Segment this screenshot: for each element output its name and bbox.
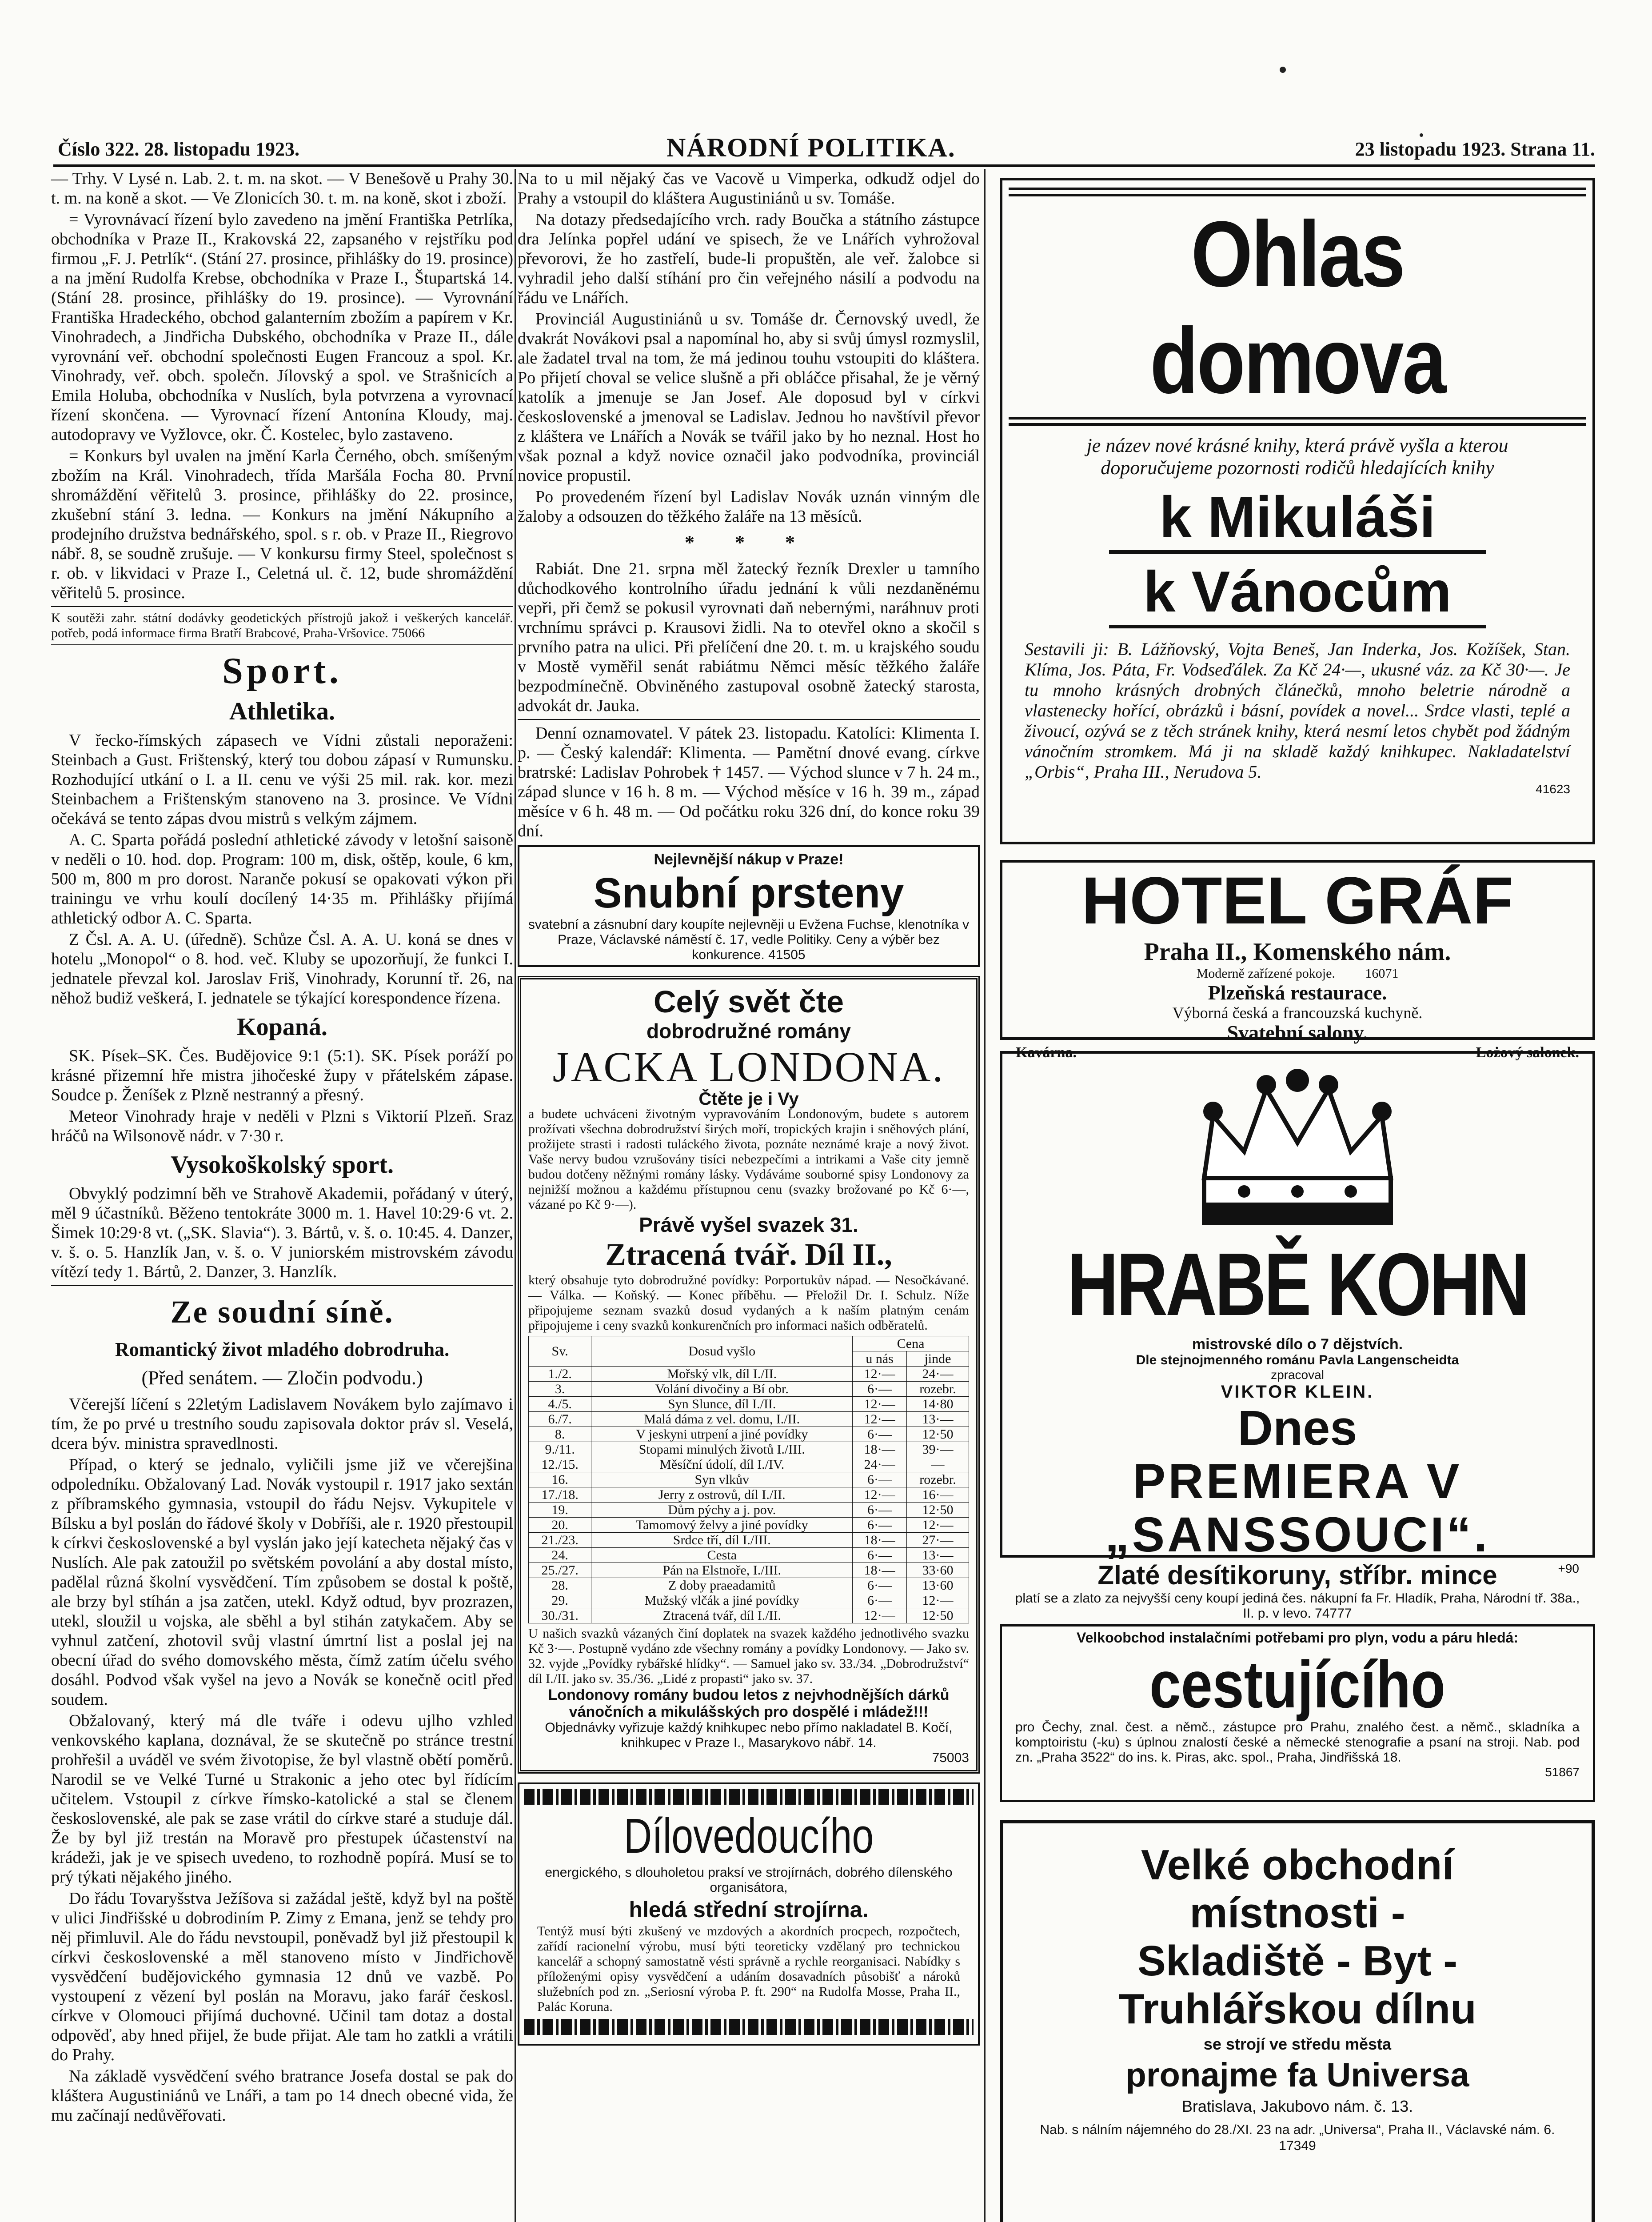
ring-ad [518, 845, 980, 967]
table-cell: 6·— [853, 1593, 907, 1608]
table-row [529, 1548, 969, 1563]
table-cell: 12·50 [906, 1503, 969, 1518]
universa-line: místnosti - [1189, 1889, 1405, 1937]
kohn-code: +90 [1558, 1562, 1579, 1575]
soud-paragraph: Do řádu Tovaryšstva Ježíšova si zažádal ještě, když byl na poště v ulici Jindřišské u dobrodiním P. Zimy z Emana, jenž se tehdy pro něj přimluvil. Ale do řádu nevstoupil, poněvadž byl již přestoupil k církvi československé a měl stanoveno místo v Jindřichově vysvědčení budějovického gymnasia 12 dnů ve vazbě. Po vystoupení z vězení byl poslán na Moravu, jako farář českosl. církve v Olomouci přijímá duchovné. Učinil tam dotaz a dostal odpověď, aby hned přijel, že bude přijat. Ale tam ho zatkli a vrátili do Prahy. [51, 1889, 513, 2064]
left-column [51, 169, 513, 2127]
section-title-kopana: Kopaná. [237, 1013, 327, 1041]
mince-title: Zlaté desítikoruny, stříbr. mince [1097, 1560, 1497, 1590]
newspaper-title: NÁRODNÍ POLITIKA. [666, 133, 956, 162]
table-cell: 18·— [853, 1533, 907, 1548]
soud-paragraph: Včerejší líčení s 22letým Ladislavem Novákem bylo zajímavo i tím, že po prvé u trestního soudu zapisovala doktor práv sl. Veselá, dcera býv. ministra spravedlnosti. [51, 1395, 513, 1453]
universa-offer: Nab. s nálním nájemného do 28./XI. 23 na adr. „Universa“, Praha II., Václavské nám. 6. 17349 [1040, 2122, 1555, 2153]
london-ad-new: Právě vyšel svazek 31. [639, 1213, 858, 1236]
rabiat-text: Rabiát. Dne 21. srpna měl žatecký řezník Drexler u tamního důchodkového kontrolního úřadu jednání k vůli nezdaněnému vepři, při čemž se pokusil vyrovnati daň nebernými, naráhnuv proti vrchnímu správci p. Krausovi židli. Na to otevřel okno a skočil s prvního patra na ulici. Při přelíčení dne 20. t. m. u krajského soudu v Mostě vyměřil senát rabiátmu Němci měsíc těžkého žaláře bezpodmínečně. Obviněného zastupoval osobně žatecký starosta, advokát dr. Jauka. [518, 559, 980, 715]
table-cell: rozebr. [906, 1472, 969, 1487]
table-cell: 24. [529, 1548, 591, 1563]
table-row [529, 1442, 969, 1457]
ohlas-mikulas: k Mikuláši [1109, 484, 1486, 554]
table-cell: 6·— [853, 1548, 907, 1563]
table-row [529, 1382, 969, 1397]
table-row [529, 1457, 969, 1472]
kohn-line: Dle stejnojmenného románu Pavla Langenscheidta [1136, 1353, 1459, 1367]
dilovedouci-text-2: Tentýž musí býti zkušený ve mzdových a akordních procpech, rozpočtech, zařídí racionelní výrobu, musí býti teoreticky vzdělaný pro technickou kancelář a schopný samostatně vésti správně a rychle reorganisaci. Nabídky s příloženými opisy vysvědčení a udáním dosavadních působišť a nároků služebních pod zn. „Seriosní výroba P. ft. 290“ na Rudolfa Mosse, Praha II., Palác Koruna. [537, 1924, 960, 2014]
soud-paragraph: Na základě vysvědčení svého bratrance Josefa dostal se pak do kláštera Augustiniánů ve Lnáři, a tam po 14 dnech obecné vida, že mu začínají nedůvěřovati. [51, 2067, 513, 2125]
london-ad-title: JACKA LONDONA. [552, 1043, 945, 1091]
section-title-sport: Sport. [222, 650, 342, 691]
universa-line: Skladiště - Byt - [1137, 1937, 1458, 1985]
dilovedouci-ad [518, 1782, 980, 2046]
table-cell: 6./7. [529, 1412, 591, 1427]
chain-border [524, 1789, 974, 1805]
table-cell: 13·60 [906, 1578, 969, 1593]
dilovedouci-subtitle: hledá střední strojírna. [629, 1897, 869, 1922]
table-cell: Volání divočiny a Bí obr. [591, 1382, 853, 1397]
table-cell: 12·— [853, 1367, 907, 1382]
vs-text: Obvyklý podzimní běh ve Strahově Akademii, pořádaný v úterý, měl 9 účastníků. Běženo tentokráte 3000 m. 1. Havel 10:29·6 vt. 2. Šimek 10:29·8 vt. („SK. Slavia“). 3. Bártů, v. š. o. 10:45. 4. Danzer, v. š. o. 5. Hanzlík Jan, v. š. o. V juniorském mistrovském závodu vítězí tedy 1. Bártů, 2. Danzer, 3. Hanzlík. [51, 1184, 513, 1281]
hotel-graf-ad [1000, 860, 1595, 1061]
section-title-athletika: Athletika. [229, 698, 335, 725]
table-cell: 16. [529, 1472, 591, 1487]
table-cell: 12./15. [529, 1457, 591, 1472]
table-cell: 29. [529, 1593, 591, 1608]
table-cell: Syn vlkův [591, 1472, 853, 1487]
table-cell: 30./31. [529, 1608, 591, 1623]
table-cell: Mužský vlčák a jiné povídky [591, 1593, 853, 1608]
header-rule [53, 164, 1595, 167]
masthead [58, 129, 1595, 164]
table-cell: Srdce tří, díl I./III. [591, 1533, 853, 1548]
sparta-text: A. C. Sparta pořádá poslední athletické závody v letošní saisoně v neděli o 10. hod. dop. Program: 100 m, disk, oštěp, koule, 6 km, 500 m, 800 m pro dorost. Naranče pokusí se opakovati výkon při trainingu ve vrhu koulí docílený 14·35 m. Přihlášky přijímá athletický odbor A. C. Sparta. [51, 831, 513, 927]
print-speck [1420, 133, 1423, 137]
table-cell: Stopami minulých životů I./III. [591, 1442, 853, 1457]
table-cell: 6·— [853, 1427, 907, 1442]
universa-ad [1000, 1820, 1595, 2222]
table-cell: 12·— [853, 1412, 907, 1427]
table-cell: 12·50 [906, 1608, 969, 1623]
london-ad-book-desc: který obsahuje tyto dobrodružné povídky: Porportukův nápad. — Nesočkávané. — Válka. — Koňský. — Konec příběhu. — Přeložil Dr. I. Schulz. Níže připojujeme seznam svazků dosud vydaných a k naším platným cenám připojujeme i ceny svazků konkurenčních pro informaci našich odběratelů. [528, 1273, 969, 1333]
table-row [529, 1397, 969, 1412]
hotel-title: HOTEL GRÁF [1081, 863, 1514, 938]
london-ad-footnote: U našich svazků vázaných činí doplatek na svazek každého jednotlivého svazku Kč 3·—. Postupně vydáno zde všechny romány a povídky Londonovy. — Jako sv. 32. vyjde „Povídky rybářské hlídky“. — Samuel jako sv. 33./34. „Dobrodružství“ díl I./II. jako sv. 35./36. „Lidé z propasti“ jako sv. 37. [528, 1626, 969, 1686]
ohlas-title: Ohlas domova [1150, 202, 1445, 413]
table-row [529, 1563, 969, 1578]
table-cell: 12·— [906, 1593, 969, 1608]
cestujici-code: 51867 [1545, 1765, 1580, 1779]
table-row [529, 1487, 969, 1503]
table-cell: 3. [529, 1382, 591, 1397]
section-title-soud: Ze soudní síně. [170, 1294, 394, 1330]
table-cell: V jeskyni utrpení a jiné povídky [591, 1427, 853, 1442]
mince-text: platí se a zlato za nejvyšší ceny koupí jediná čes. nákupní fa Fr. Hladík, Praha, Národní tř. 38a., II. p. v levo. 74777 [1015, 1591, 1580, 1621]
table-cell: 12·50 [906, 1427, 969, 1442]
london-ad-order: Objednávky vyřizuje každý knihkupec nebo přímo nakladatel B. Kočí, knihkupec v Praze I., Masarykovo nábř. 14. [545, 1720, 953, 1750]
london-ad-book: Ztracená tvář. Díl II., [605, 1238, 892, 1272]
hotel-address: Praha II., Komenského nám. [1144, 938, 1451, 966]
article-paragraph: Po provedeném řízení byl Ladislav Novák uznán vinným dle žaloby a odsouzen do těžkého žaláře na 13 měsíců. [518, 488, 980, 526]
oznamovatel-text: Denní oznamovatel. V pátek 23. listopadu. Katolíci: Klimenta I. p. — Český kalendář: Klimenta. — Pamětní dnové evang. církve bratrské: Ladislav Pohrobek † 1457. — Východ slunce v 7 h. 24 m., západ slunce v 16 h. 8 m. — Východ měsíce v 16 h. 39 m., západ měsíce v 6 h. 48 m. — Od počátku roku 326 dní, do konce roku 39 dní. [518, 724, 980, 840]
table-cell: 12·— [853, 1487, 907, 1503]
ohlas-code: 41623 [1536, 782, 1570, 796]
article-paragraph: Provinciál Augustiniánů u sv. Tomáše dr. Černovský uvedl, že dvakrát Novákovi psal a napomínal ho, aby si svůj úmysl rozmyslil, ale žadatel trval na tom, že má jedinou touhu vstoupiti do kláštera. Po přijetí choval se velice slušně a při obláčce přisahal, že je věrný katolík a jmenuje se Jan Josef. Ale doposud byl v církvi československé a jmenoval se Ladislav. Jednou ho navštívil převor z kláštera ve Lnářích a Novák se tvářil jako by ho neznal. Host ho však poznal a když novice označil jako podvodníka, provinciál novice propustil. [518, 310, 980, 485]
issue-date: Číslo 322. 28. listopadu 1923. [58, 138, 299, 160]
table-cell: Tamomový želvy a jiné povídky [591, 1518, 853, 1533]
table-cell: 14·80 [906, 1397, 969, 1412]
table-cell: 18·— [853, 1563, 907, 1578]
cestujici-ad [1000, 1624, 1595, 1802]
table-header: Sv. [529, 1336, 591, 1367]
table-cell: Syn Slunce, díl I./II. [591, 1397, 853, 1412]
ohlas-domova-ad [1000, 178, 1595, 844]
london-ad-code: 75003 [932, 1750, 969, 1765]
table-cell: 6·— [853, 1472, 907, 1487]
table-header: Dosud vyšlo [591, 1336, 853, 1367]
table-cell: 6·— [853, 1382, 907, 1397]
mince-ad [1000, 1560, 1595, 1621]
article-paragraph: Na dotazy předsedajícího vrch. rady Boučka a státního zástupce dra Jelínka popřel udání ve spisech, že ve Lnářích vyhrožoval převorovi, že ho zastřelí, bude-li propuštěn, ale veř. žalobce si vyhradil jeho další stíhání pro čin veřejného násilí a podvodu na řádu ve Lnářích. [518, 210, 980, 307]
table-cell: Měsíční údolí, díl I./IV. [591, 1457, 853, 1472]
table-cell: 24·— [853, 1457, 907, 1472]
table-cell: 19. [529, 1503, 591, 1518]
universa-company: pronajme fa Universa [1125, 2056, 1469, 2094]
cestujici-title: cestujícího [1149, 1647, 1446, 1722]
table-row [529, 1412, 969, 1427]
table-cell: 8. [529, 1427, 591, 1442]
table-cell: 39·— [906, 1442, 969, 1457]
table-cell: 12·— [853, 1608, 907, 1623]
cestujici-top: Velkoobchod instalačními potřebami pro plyn, vodu a páru hledá: [1077, 1630, 1518, 1646]
hotel-kavarna: Kavárna. [1016, 1044, 1077, 1061]
kohn-author: VIKTOR KLEIN. [1221, 1382, 1374, 1402]
london-ad-headline: Celý svět čte [653, 984, 844, 1019]
kohn-premiere: PREMIERA V [1133, 1454, 1462, 1509]
athletika-text: V řecko-římských zápasech ve Vídni zůstali neporaženi: Steinbach a Gust. Frištenský, který tou dobou zápasí v Rumunsku. Rozhodující utkání o I. a II. cenu ve výši 25 mil. rak. kor. mezi Steinbachem a Frištenským stanoveno na 3. prosince. Ve Vídni očekává se tento zápas dvou mistrů s velkým zájmem. [51, 731, 513, 828]
article-continuation: Na to u mil nějaký čas ve Vacově u Vimperka, odkudž odjel do Prahy a vstoupil do kláštera Augustiniánů u sv. Tomáše. [518, 169, 980, 208]
ohlas-authors: Sestavili ji: B. Lážňovský, Vojta Beneš, Jan Inderka, Jos. Kožíšek, Stan. Klíma, Jos. Páta, Fr. Vodseďálek. Za Kč 24·—, ukusné váz. za Kč 30·—. Je tu mnoho krásných drobných článečků, mnoho beletrie národně a vlastenecky hořící, obrázků i básní, povídek a novel... Srdce vlasti, teplé a živoucí, ozývá se z těch stránek knihy, která nesmí letos chybět pod žádným vánočním stromkem. Má ji na skladě každý knihkupec. Nakladatelství „Orbis“, Praha III., Nerudova 5. [1025, 639, 1570, 782]
kohn-line: zpracoval [1271, 1368, 1324, 1382]
table-cell: 6·— [853, 1578, 907, 1593]
table-cell: 16·— [906, 1487, 969, 1503]
table-header: u nás [853, 1351, 907, 1367]
universa-line: Truhlářskou dílnu [1118, 1985, 1476, 2033]
hotel-salony: Svatební salony. [1227, 1021, 1368, 1044]
soud-subtitle: Romantický život mladého dobrodruha. [115, 1339, 450, 1360]
universa-address: Bratislava, Jakubovo nám. č. 13. [1181, 2097, 1413, 2115]
chain-border [524, 2019, 974, 2035]
hotel-salonek: Lożový salonek. [1476, 1044, 1579, 1061]
kohn-today: Dnes [1237, 1401, 1357, 1455]
london-ad-xmas: Londonovy romány budou letos z nejvhodnějších dárků vánočních a mikulášských pro dospělé i mládež!!! [548, 1686, 950, 1720]
universa-line: Velké obchodní [1141, 1841, 1454, 1889]
kohn-line: mistrovské dílo o 7 dějstvích. [1192, 1336, 1403, 1353]
table-row [529, 1367, 969, 1382]
kohn-cinema: „SANSSOUCI“. [1105, 1507, 1490, 1562]
table-row [529, 1578, 969, 1593]
table-cell: 4./5. [529, 1397, 591, 1412]
table-cell: 25./27. [529, 1563, 591, 1578]
kohn-title: HRABĚ KOHN [1067, 1235, 1528, 1334]
hotel-kitchen: Výborná česká a francouzská kuchyně. [1172, 1004, 1423, 1022]
table-row [529, 1472, 969, 1487]
middle-column: Na to u mil nějaký čas ve Vacově u Vimperka, odkudž odjel do Prahy a vstoupil do kláštera Augustiniánů u sv. Tomáše. Na dotazy předsedajícího vrch. rady Boučka a státního zástupce dra Jelínka popřel udání ve spisech, že ve Lnářích vyhrožoval převorovi, že ho zastřelí, bude-li propuštěn, ale veř. žalobce si vyhradil jeho další stíhání pro čin veřejného násilí a podvodu na řádu ve Lnářích. Provinciál Augustiniánů u sv. Tomáše dr. Černovský uvedl, že dvakrát Novákovi psal a napomínal ho, aby si svůj úmysl rozmyslil, ale žadatel trval na tom, že má jedinou touhu vstoupiti do kláštera. Po přijetí choval se velice slušně a při obláčce přisahal, že je věrný katolík a jmenuje se Jan Josef. Ale doposud byl v církvi československé a jmenoval se Ladislav. Jednou ho navštívil převor z kláštera ve Lnářích a Novák se tvářil jako by ho neznal. Host ho však poznal a když novice označil jako podvodníka, provinciál novice propustil. Po provedeném řízení byl Ladislav Novák uznán vinným dle žaloby a odsouzen do těžkého žaláře na 13 měsíců. * * * Rabiát. Dne 21. srpna měl žatecký řezník Drexler u tamního důchodkového kontrolního úřadu jednání k vůli nezdaněnému vepři, při čemž se pokusil vyrovnati daň nebernými, naráhnuv proti vrchnímu správci p. Krausovi židli. Na to otevřel okno a skočil s prvního patra na ulici. Při přelíčení dne 20. t. m. u krajského soudu v Mostě vyměřil senát rabiátmu Němci měsíc těžkého žaláře bezpodmínečně. Obviněného zastupoval osobně žatecký starosta, advokát dr. Jauka. Denní oznamovatel. V pátek 23. listopadu. Katolíci: Klimenta I. p. — Český kalendář: Klimenta. — Pamětní dnové evang. církve bratrské: Ladislav Pohrobek † 1457. — Východ slunce v 7 h. 24 m., západ slunce v 16 h. 8 m. — Východ měsíce v 16 h. 39 m., západ měsíce v 6 h. 48 m. — Od počátku roku 326 dní, do konce roku 39 dní. Nejlevnější nákup v Praze! Snubní prsteny svatební a zásnubní dary koupíte nejlevněji u Evžena Fuchse, klenotníka v Praze, Václavské náměstí č. 17, vedle Politiky. Ceny a výběr bez konkurence. 41505 Celý svět čte dobrodružné romány JACKA LONDONA. Čtěte je i Vy a budete uchváceni životným vypravováním Londonovým, budete s autorem prožívati všechna dobrodružství širých moří, tropických krajin i sněhových plání, prožijete strasti i radosti tuláckého života, poznáte neznámé kraje a nový život. Vaše nervy budou vzrušovány tisíci nebezpečími a intrikami a Vaše city jemně budou dotčeny něžnými romány lásky. Vydáváme souborné spisy Londonovy za nejnižší možnou a každému přístupnou cenu (svazky brožované po Kč 6·—, vázané po Kč 9·—). Právě vyšel svazek 31. Ztracená tvář. Díl II., který obsahuje tyto dobrodružné povídky: Porportukův nápad. — Nesočkávané. — Válka. — Koňský. — Konec příběhu. — Přeložil Dr. I. Schulz. Níže připojujeme seznam svazků dosud vydaných a k naším platným cenám připojujeme i ceny svazků konkurenčních pro informaci našich odběratelů. Sv. Dosud vyšlo Cena u nás jinde 1./2. Mořský vlk, díl I./II. 12·— 24·— 3. Volání divočiny a Bí obr. 6·— rozebr. 4./5. Syn Slunce, díl I./II. 12·— 14·80 6./7. Malá dáma z vel. domu, I./II. 12·— 13·— 8. V jeskyni utrpení a jiné povídky 6·— 12·50 9./11. Stopami minulých životů I./III. 18·— 39·— 12./15. Měsíční údolí, díl I./IV. 24·— — 16. Syn vlkův 6·— rozebr. 17./18. Jerry z ostrovů, díl I./II. 12·— 16·— 19. Dům pýchy a j. pov. 6·— 12·50 20. Tamomový želvy a jiné povídky 6·— 12·— 21./23. Srdce tří, díl I./III. 18·— 27·— 24. Cesta 6·— 13·— 25./27. Pán na Elstnoře, I./III. 18·— 33·60 28. Z doby praeadamitů 6·— 13·60 29. Mužský vlčák a jiné povídky 6·— 12·— 30./31. Ztracená tvář, díl I./II. 12·— 12·50 U našich svazků vázaných činí doplatek na svazek každého jednotlivého svazku Kč 3·—. Postupně vydáno zde všechny romány a povídky Londonovy. — Jako sv. 32. vyjde „Povídky rybářské hlídky“. — Samuel jako sv. 33./34. „Dobrodružství“ díl I./II. jako sv. 35./36. „Lidé z propasti“ jako sv. 37. Londonovy romány budou letos z nejvhodnějších dárků vánočních a mikulášských pro dospělé i mládež!!! Objednávky vyřizuje každý knihkupec nebo přímo nakladatel B. Kočí, knihkupec v Praze I., Masarykovo nábř. 14. 75003 Dílovedoucího energického, s dlouholetou praksí ve strojírnách, dobrého dílenského organisátora, hledá střední strojírna. Tentýž musí býti zkušený ve mzdových a akordních procpech, rozpočtech, zařídí racionelní výrobu, musí býti teoreticky vzdělaný pro technickou kancelář a schopný samostatně vésti správně a rychle reorganisaci. Nabídky s příloženými opisy vysvědčení a udáním dosavadních působišť a nároků služebních pod zn. „Seriosní výroba P. ft. 290“ na Rudolfa Mosse, Praha II., Palác Koruna. [518, 169, 980, 2046]
table-cell: 12·— [906, 1518, 969, 1533]
column-divider [984, 169, 986, 2222]
table-cell: — [906, 1457, 969, 1472]
table-cell: Dům pýchy a j. pov. [591, 1503, 853, 1518]
table-cell: 20. [529, 1518, 591, 1533]
table-cell: rozebr. [906, 1382, 969, 1397]
dilovedouci-title: Dílovedoucího [623, 1809, 874, 1863]
meteor-text: Meteor Vinohrady hraje v neděli v Plzni s Viktorií Plzeň. Sraz hráčů na Wilsonově nádr. v 7·30 r. [51, 1107, 513, 1145]
print-speck [1280, 67, 1286, 73]
table-cell: 17./18. [529, 1487, 591, 1503]
london-ad [518, 976, 980, 1774]
table-cell: 24·— [906, 1367, 969, 1382]
table-cell: Malá dáma z vel. domu, I./II. [591, 1412, 853, 1427]
soud-paragraph: Případ, o který se jednalo, vyličili jsme již ve včerejšina odpoledníku. Obžalovaný Lad. Novák vystoupil r. 1917 jako sextán z příbramského gymnasia, vstoupil do řádu Nejsv. Vykupitele v Bílsku a byl poslán do řádové školy v Dobříši, ale r. 1920 přestoupil k církvi československé a byl vyslán jako její katecheta nějaký čas v Nuslích. Ale pak zatoužil po světském povolání a aby dostal místo, padělal různá školní vysvědčení. Tím způsobem se dostal k poště, ale brzy byl stíhán a jsa zatčen, utekl. Když odtud, byv prozrazen, utekl, sloužil u vojska, ale sběhl a byl stihán zatykačem. Aby se vyhnul zatčení, zhotovil svůj vlastní úmrtní list a poslal jej na obecní úřad do svého domovského města, čímž zatím účelu svého dosáhl. Podvod však vyšel na jevo a Novák se konečně ocitl před soudem. [51, 1455, 513, 1709]
table-row [529, 1533, 969, 1548]
ring-ad-tagline: Nejlevnější nákup v Praze! [654, 851, 844, 868]
table-cell: Mořský vlk, díl I./II. [591, 1367, 853, 1382]
table-cell: 12·— [853, 1397, 907, 1412]
vyrovnani-text: = Vyrovnávací řízení bylo zavedeno na jmění Františka Petrlíka, obchodníka v Praze II., Krakovská 22, zapsaného v rejstříku pod firmou „F. J. Petrlík“. (Stání 27. prosince, přihlášky do 19. prosince) a na jmění Rudolfa Krebse, obchodníka v Praze I., Štupartská 14. (Stání 28. prosince, přihlášky do 19. prosince). — Vyrovnání Františka Hradeckého, obchod galanterním zbožím a papírem v Kr. Vinohradech, a Jindřicha Dubského, obchodníka v Praze II., dále vyrovnání veř. obchodní společnosti Eugen Francouz a spol. Kr. Vinohrady, veř. obch. společn. Jílovský a spol. ve Strašnicích a Emila Holuba, obchodníka v Nuslích, byla potvrzena a vyrovnací řízení skončena. — Vyrovnací řízení Antonína Kloudy, maj. autodopravy ve Vyžlovce, okr. Č. Kostelec, bylo zastaveno. [51, 210, 513, 444]
table-row [529, 1518, 969, 1533]
table-row [529, 1608, 969, 1623]
table-cell: 33·60 [906, 1563, 969, 1578]
table-cell: 9./11. [529, 1442, 591, 1457]
table-row [529, 1503, 969, 1518]
soutez-notice: K soutěži zahr. státní dodávky geodetických přístrojů jakož i veškerých kancelář. potřeb, podá informace firma Bratří Brabcové, Praha-Vršovice. 75066 [51, 611, 513, 640]
hotel-restaurant: Plzeňská restaurace. [1208, 981, 1387, 1004]
table-cell: Cesta [591, 1548, 853, 1563]
table-cell: 21./23. [529, 1533, 591, 1548]
london-ad-read: Čtěte je i Vy [698, 1089, 799, 1109]
hotel-line: Moderně zařízené pokoje. [1196, 966, 1335, 981]
table-cell: 6·— [853, 1518, 907, 1533]
table-header: jinde [906, 1351, 969, 1367]
markets-text: — Trhy. V Lysé n. Lab. 2. t. m. na skot. — V Benešově u Prahy 30. t. m. na koně a skot. — Ve Zlonicích 30. t. m. na koně, skot i zboží. [51, 169, 513, 208]
table-row [529, 1427, 969, 1442]
dilovedouci-text: energického, s dlouholetou praksí ve strojírnách, dobrého dílenského organisátora, [545, 1865, 953, 1895]
table-cell: Pán na Elstnoře, I./III. [591, 1563, 853, 1578]
section-title-vysokoskolsky: Vysokoškolský sport. [170, 1151, 394, 1179]
csaau-text: Z Čsl. A. A. U. (úředně). Schůze Čsl. A. A. U. koná se dnes v hotelu „Monopol“ o 8. hod. več. Kluby se upozorňují, že funkci I. jednatele převzal kol. Jaroslav Friš, Vinohrady, Korunní tř. 26, na něhož budiž veškerá, I. jednatele se týkající korespondence řízena. [51, 930, 513, 1007]
table-cell: 13·— [906, 1412, 969, 1427]
cestujici-text: pro Čechy, znal. čest. a němč., zástupce pro Prahu, znalého čest. a němč., skladníka a komptoiristu (-ku) s úplnou znalostí české a německé stenografie a psaní na stroji. Nab. pod zn. „Praha 3522“ do ins. k. Piras, akc. spol., Praha, Jindřišská 18. [1015, 1720, 1580, 1765]
table-cell: 28. [529, 1578, 591, 1593]
ohlas-text: je název nové krásné knihy, která právě vyšla a kterou doporučujeme pozornosti rodičů hledajících knihy [1086, 435, 1508, 479]
universa-line: se strojí ve středu města [1203, 2035, 1392, 2053]
table-cell: Z doby praeadamitů [591, 1578, 853, 1593]
table-cell: 6·— [853, 1503, 907, 1518]
london-catalogue-table [528, 1336, 969, 1623]
table-cell: 1./2. [529, 1367, 591, 1382]
london-ad-subtitle: dobrodružné romány [646, 1019, 851, 1043]
crown-icon [1186, 1063, 1409, 1231]
table-cell: Jerry z ostrovů, díl I./II. [591, 1487, 853, 1503]
soud-paragraph: Obžalovaný, který má dle tváře i odevu ujlho vzhled venkovského kaplana, doznával, že se skutečně po stránce trestní prohřešil a uváděl ve svém životopise, že byl vlastně obětí poměrů. Narodil se ve Velké Turné u Strakonic a jeho otec byl řídícím učitelem. Vstoupil z církve římsko-katolické a stal se členem československé, ale pak se zase vrátil do církve staré a studuje dál. Že by byl již trestán na Moravě pro přestupek účastenství na krádeži, jak je ve spisech uvedeno, to rozhodně popírá. Musí se to prý týkati nějakého jiného. [51, 1711, 513, 1886]
page-number: 23 listopadu 1923. Strana 11. [1355, 138, 1595, 160]
table-cell: 27·— [906, 1533, 969, 1548]
kopana-text: SK. Písek–SK. Čes. Budějovice 9:1 (5:1). SK. Písek poráží po krásné přizemní hře mistra jihočeské župy v přátelském zápase. Soudce p. Ženíšek z Plzně nestranný a přesný. [51, 1047, 513, 1104]
ohlas-vanoce: k Vánocům [1109, 558, 1486, 628]
table-cell: 18·— [853, 1442, 907, 1457]
table-row [529, 1593, 969, 1608]
konkurs-text: = Konkurs byl uvalen na jmění Karla Černého, obch. smíšeným zbožím na Král. Vinohradech, třída Maršála Focha 80. První shromáždění věřitelů 3. prosince, přihlášky do 22. prosince, zkušební stání 3. ledna. — Konkurs na jmění Nákupního a prodejního družstva bednářského, spol. s r. ob. v Praze II., Riegrovo nábř. 8, se soudně zrušuje. — V konkursu firmy Steel, společnost s r. ob. v likvidaci v Praze I., Celetná ul. č. 12, bude shromáždění věřitelů 5. prosince. [51, 447, 513, 602]
column-divider [515, 169, 516, 2222]
hotel-code: 16071 [1365, 966, 1399, 981]
table-header: Cena [853, 1336, 969, 1351]
table-cell: 13·— [906, 1548, 969, 1563]
london-ad-text: a budete uchváceni životným vypravováním Londonovým, budete s autorem prožívati všechna dobrodružství širých moří, tropických krajin i sněhových plání, prožijete strasti i radosti tuláckého života, poznáte neznámé kraje a nový život. Vaše nervy budou vzrušovány tisíci nebezpečími a intrikami a Vaše city jemně budou dotčeny něžnými romány lásky. Vydáváme souborné spisy Londonovy za nejnižší možnou a každému přístupnou cenu (svazky brožované po Kč 6·—, vázané po Kč 9·—). [528, 1107, 969, 1212]
ring-ad-title: Snubní prsteny [593, 869, 904, 917]
table-cell: Ztracená tvář, díl I./II. [591, 1608, 853, 1623]
soud-subtitle-2: (Před senátem. — Zločin podvodu.) [141, 1367, 423, 1389]
ring-ad-text: svatební a zásnubní dary koupíte nejlevněji u Evžena Fuchse, klenotníka v Praze, Václavské náměstí č. 17, vedle Politiky. Ceny a výběr bez konkurence. 41505 [528, 917, 970, 962]
